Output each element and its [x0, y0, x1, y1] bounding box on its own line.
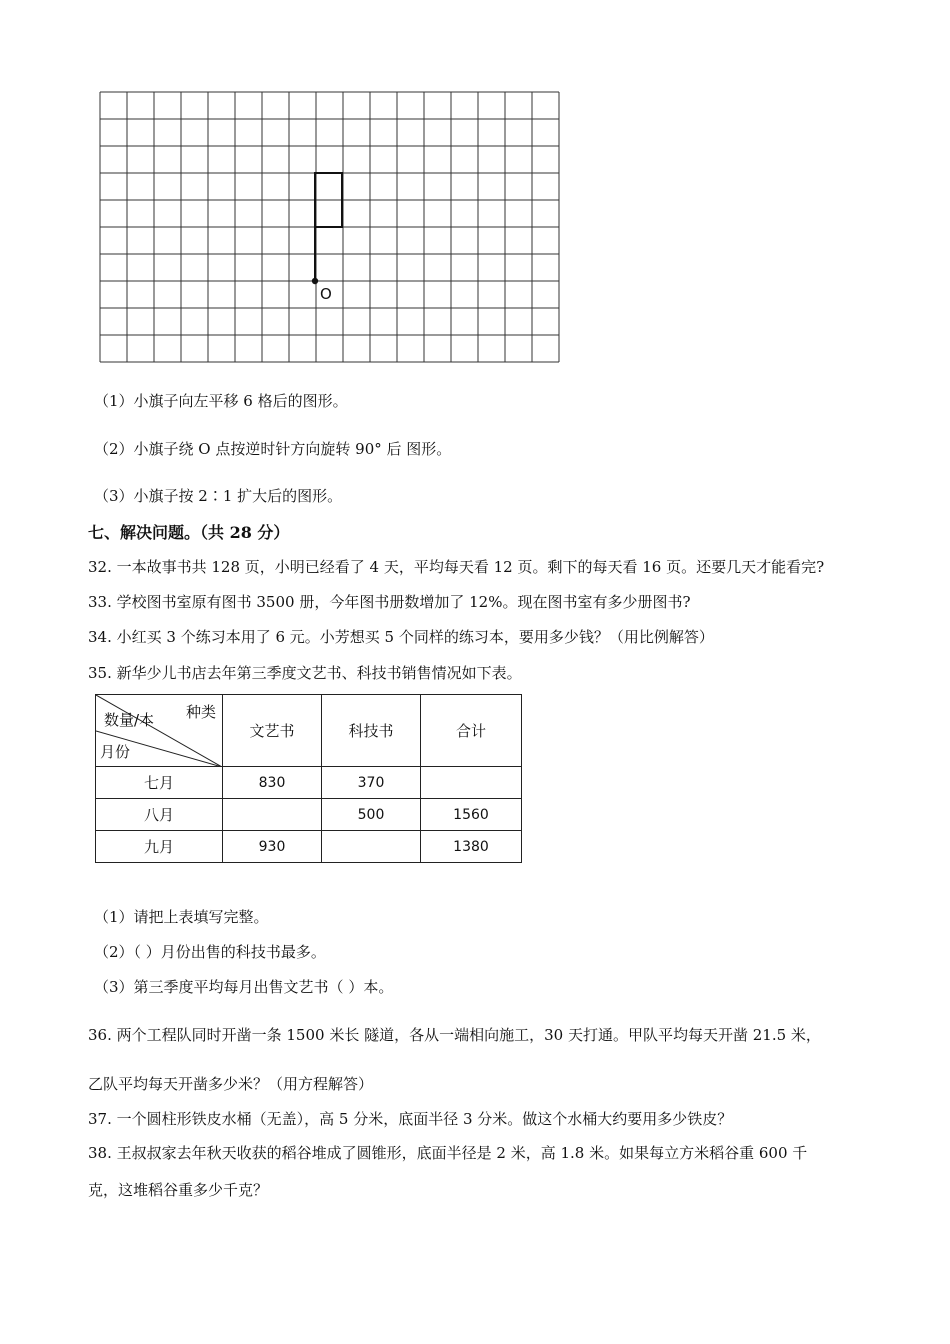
header-category: 种类 — [185, 703, 216, 721]
problem-35: 35. 新华少儿书店去年第三季度文艺书、科技书销售情况如下表。 — [88, 664, 522, 682]
grid-question-1: （1）小旗子向左平移 6 格后的图形。 — [94, 392, 348, 410]
cell-literature: 830 — [223, 767, 322, 799]
table-row — [96, 767, 522, 799]
header-quantity: 数量/本 — [104, 711, 155, 729]
problem-33: 33. 学校图书室原有图书 3500 册，今年图书册数增加了 12%。现在图书室有多少册图书? — [88, 593, 691, 611]
problem-38-line-2: 克，这堆稻谷重多少千克？ — [88, 1181, 269, 1199]
column-header-science: 科技书 — [322, 695, 421, 767]
problem-34: 34. 小红买 3 个练习本用了 6 元。小芳想买 5 个同样的练习本，要用多少钱？（用比例解答） — [88, 628, 714, 646]
table-question-1: （1）请把上表填写完整。 — [94, 908, 269, 926]
header-month: 月份 — [100, 743, 131, 761]
cell-total — [421, 767, 522, 799]
grid-question-2: （2）小旗子绕 O 点按逆时针方向旋转 90° 后 图形。 — [94, 440, 452, 458]
problem-36-line-1: 36. 两个工程队同时开凿一条 1500 米长 隧道，各从一端相向施工，30 天打通。甲队平均每天开凿 21.5 米， — [88, 1026, 821, 1044]
column-header-total: 合计 — [421, 695, 522, 767]
table-question-3: （3）第三季度平均每月出售文艺书（ ）本。 — [94, 978, 394, 996]
row-month: 九月 — [96, 831, 223, 863]
table-row — [96, 831, 522, 863]
row-month: 七月 — [96, 767, 223, 799]
problem-32: 32. 一本故事书共 128 页，小明已经看了 4 天，平均每天看 12 页。剩下的每天看 16 页。还要几天才能看完? — [88, 558, 825, 576]
cell-science: 370 — [322, 767, 421, 799]
grid-figure — [98, 90, 560, 366]
origin-label: O — [320, 285, 332, 303]
cell-total: 1560 — [421, 799, 522, 831]
cell-literature: 930 — [223, 831, 322, 863]
problem-38-line-1: 38. 王叔叔家去年秋天收获的稻谷堆成了圆锥形，底面半径是 2 米，高 1.8 米。如果每立方米稻谷重 600 千 — [88, 1144, 808, 1162]
cell-science: 500 — [322, 799, 421, 831]
grid-question-3: （3）小旗子按 2∶1 扩大后的图形。 — [94, 487, 343, 505]
cell-literature — [223, 799, 322, 831]
problem-37: 37. 一个圆柱形铁皮水桶（无盖），高 5 分米，底面半径 3 分米。做这个水桶大约要用多少铁皮？ — [88, 1110, 733, 1128]
sales-table — [95, 694, 522, 863]
column-header-literature: 文艺书 — [223, 695, 322, 767]
cell-total: 1380 — [421, 831, 522, 863]
table-row — [96, 799, 522, 831]
problem-36-line-2: 乙队平均每天开凿多少米？（用方程解答） — [88, 1075, 374, 1093]
origin-point — [312, 278, 318, 284]
cell-science — [322, 831, 421, 863]
row-month: 八月 — [96, 799, 223, 831]
table-question-2: （2）（ ）月份出售的科技书最多。 — [94, 943, 326, 961]
section-heading: 七、解决问题。（共 28 分） — [88, 523, 290, 542]
table-diagonal-header — [96, 695, 223, 767]
